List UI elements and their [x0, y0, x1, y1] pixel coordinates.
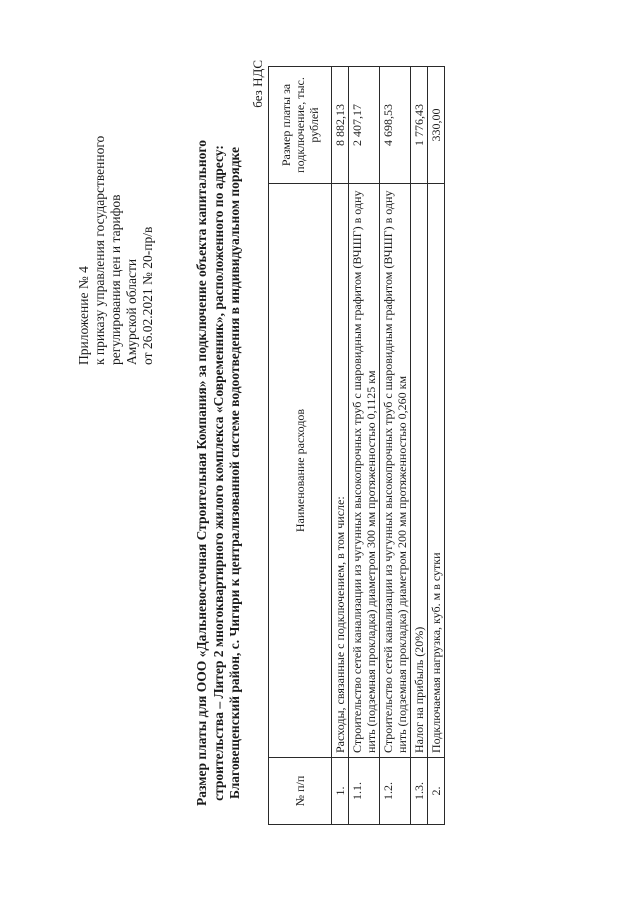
table-row: [332, 67, 349, 825]
row-value: 4 698,53: [380, 67, 411, 184]
row-num: 1.: [332, 758, 349, 825]
row-num: 2.: [428, 758, 445, 825]
fee-table: [268, 66, 445, 825]
row-name: Строительство сетей канализации из чугунных высокопрочных труб с шаровидным графитом (ВЧШГ) в одну нить (подземная прокладка) диаметром 300 мм протяженностью 0,1125 км: [349, 184, 380, 758]
row-name: Подключаемая нагрузка, куб. м в сутки: [428, 184, 445, 758]
table-row: [428, 67, 445, 825]
row-num: 1.3.: [411, 758, 428, 825]
appendix-line: Амурской области: [124, 258, 139, 365]
table-row: [380, 67, 411, 825]
table-row: [411, 67, 428, 825]
row-value: 2 407,17: [349, 67, 380, 184]
row-name: Расходы, связанные с подключением, в том числе:: [332, 184, 349, 758]
row-num: 1.2.: [380, 758, 411, 825]
title-line: строительства – Литер 2 многоквартирного жилого комплекса «Современник», расположенного по адресу:: [210, 145, 226, 801]
row-value: 8 882,13: [332, 67, 349, 184]
title-line: Размер платы для ООО «Дальневосточная Строительная Компания» за подключение объекта капитального: [194, 140, 209, 806]
appendix-line: от 26.02.2021 № 20-пр/в: [140, 226, 155, 365]
appendix-line: регулирования цен и тарифов: [108, 194, 123, 365]
appendix-block: [76, 45, 156, 365]
document-title: [194, 123, 244, 823]
row-name: Строительство сетей канализации из чугунных высокопрочных труб с шаровидным графитом (ВЧШГ) в одну нить (подземная прокладка) диаметром 200 мм протяженностью 0,260 км: [380, 184, 411, 758]
vat-note: без НДС: [250, 60, 265, 108]
row-value: 1 776,43: [411, 67, 428, 184]
header-name: Наименование расходов: [269, 184, 332, 758]
title-line: Благовещенский район, с. Чигири к централизованной системе водоотведения в индивидуальном порядке: [227, 147, 242, 800]
table-header-row: [269, 67, 332, 825]
table-row: [349, 67, 380, 825]
header-fee: Размер платы за подключение, тыс. рублей: [269, 67, 332, 184]
row-num: 1.1.: [349, 758, 380, 825]
appendix-line: Приложение № 4: [76, 266, 91, 365]
appendix-line: к приказу управления государственного: [92, 135, 107, 365]
row-value: 330,00: [428, 67, 445, 184]
header-num: № п/п: [269, 758, 332, 825]
row-name: Налог на прибыль (20%): [411, 184, 428, 758]
